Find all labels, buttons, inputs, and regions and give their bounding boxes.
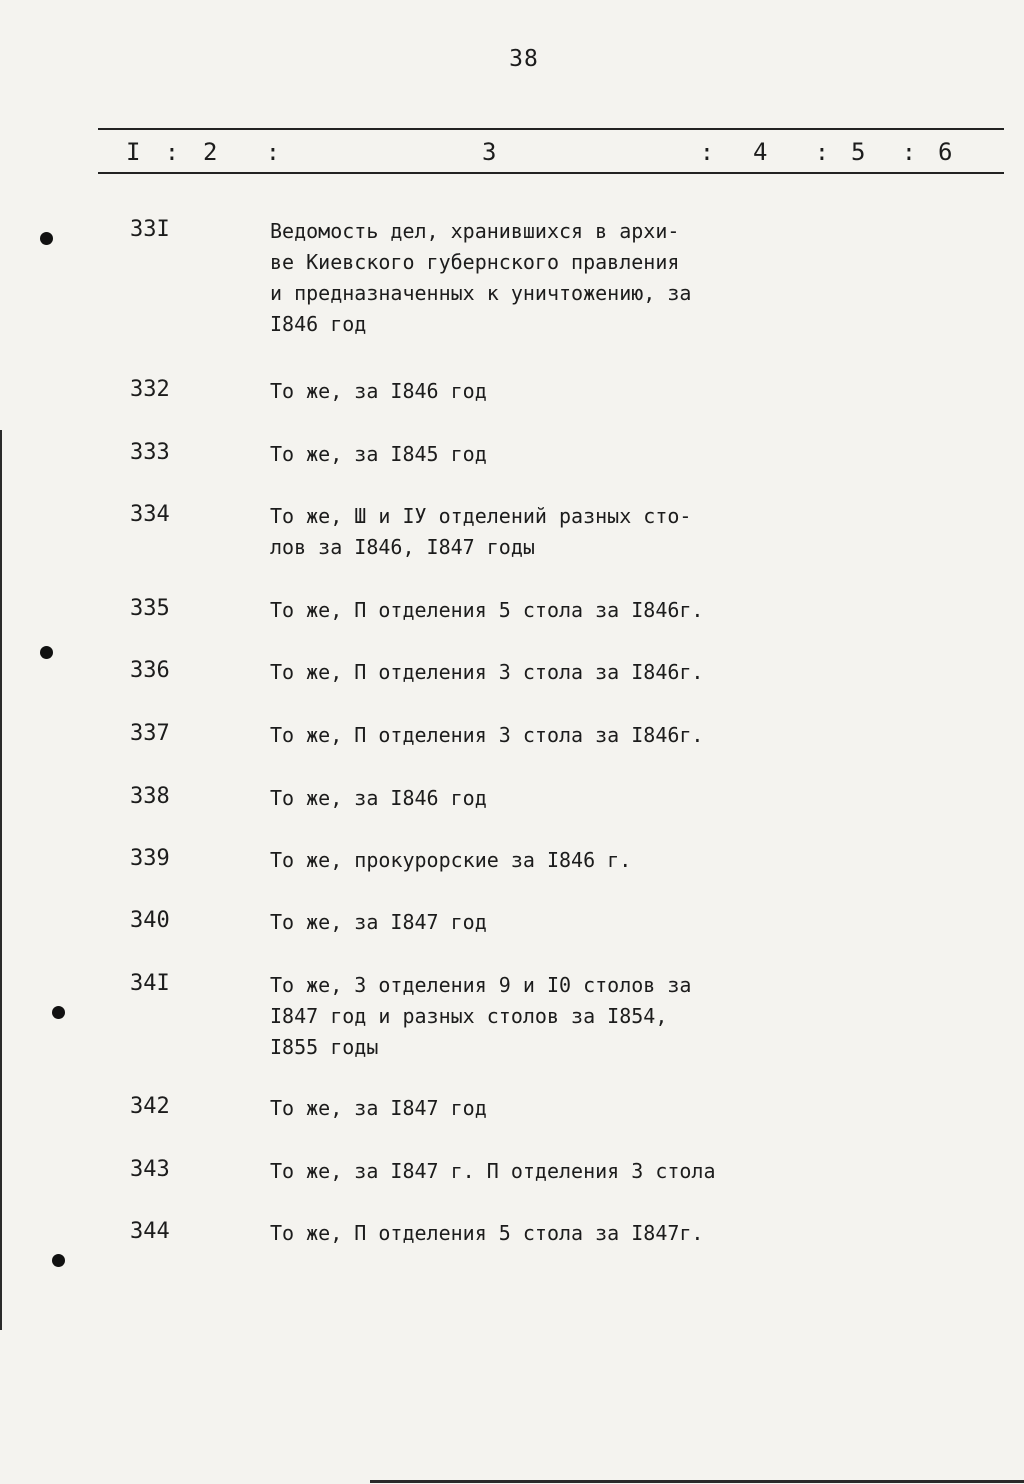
column-header-3: 3	[482, 138, 497, 166]
column-header-1: I	[126, 138, 141, 166]
binder-hole	[40, 646, 53, 659]
column-separator: :	[165, 140, 179, 166]
record-description: То же, за I846 год	[270, 379, 487, 403]
record-description: То же, П отделения 3 стола за I846г.	[270, 723, 704, 747]
record-description: То же, Ш и IУ отделений разных сто- лов за I846, I847 годы	[270, 504, 692, 559]
record-description: То же, за I847 г. П отделения 3 стола	[270, 1159, 716, 1183]
binder-hole	[52, 1006, 65, 1019]
binder-hole	[52, 1254, 65, 1267]
column-header-2: 2	[203, 138, 218, 166]
binder-hole	[40, 232, 53, 245]
column-separator: :	[266, 140, 280, 166]
record-number: 334	[130, 502, 170, 527]
record-number: 342	[130, 1094, 170, 1119]
record-number: 344	[130, 1219, 170, 1244]
record-description: То же, П отделения 5 стола за I846г.	[270, 598, 704, 622]
column-header-4: 4	[753, 138, 768, 166]
record-number: 338	[130, 784, 170, 809]
column-header-6: 6	[938, 138, 953, 166]
record-description: То же, за I845 год	[270, 442, 487, 466]
header-top-rule	[98, 128, 1004, 130]
record-description: Ведомость дел, хранившихся в архи- ве Киевского губернского правления и предназначенных к уничтожению, за I846 год	[270, 219, 692, 336]
column-separator: :	[815, 140, 829, 166]
record-number: 339	[130, 846, 170, 871]
scan-edge	[0, 430, 2, 1330]
column-header-5: 5	[851, 138, 866, 166]
record-number: 335	[130, 596, 170, 621]
column-separator: :	[902, 140, 916, 166]
record-description: То же, за I847 год	[270, 910, 487, 934]
header-bottom-rule	[98, 172, 1004, 174]
record-number: 332	[130, 377, 170, 402]
scan-edge	[370, 1480, 1024, 1483]
record-description: То же, за I846 год	[270, 786, 487, 810]
record-number: 340	[130, 908, 170, 933]
record-number: 336	[130, 658, 170, 683]
record-number: 337	[130, 721, 170, 746]
record-description: То же, прокурорские за I846 г.	[270, 848, 632, 872]
record-number: 33I	[130, 217, 170, 242]
record-description: То же, 3 отделения 9 и I0 столов за I847 год и разных столов за I854, I855 годы	[270, 973, 692, 1059]
record-number: 34I	[130, 971, 170, 996]
column-separator: :	[700, 140, 714, 166]
record-description: То же, П отделения 3 стола за I846г.	[270, 660, 704, 684]
record-description: То же, за I847 год	[270, 1096, 487, 1120]
record-number: 333	[130, 440, 170, 465]
record-number: 343	[130, 1157, 170, 1182]
page-number: 38	[509, 46, 539, 72]
record-description: То же, П отделения 5 стола за I847г.	[270, 1221, 704, 1245]
